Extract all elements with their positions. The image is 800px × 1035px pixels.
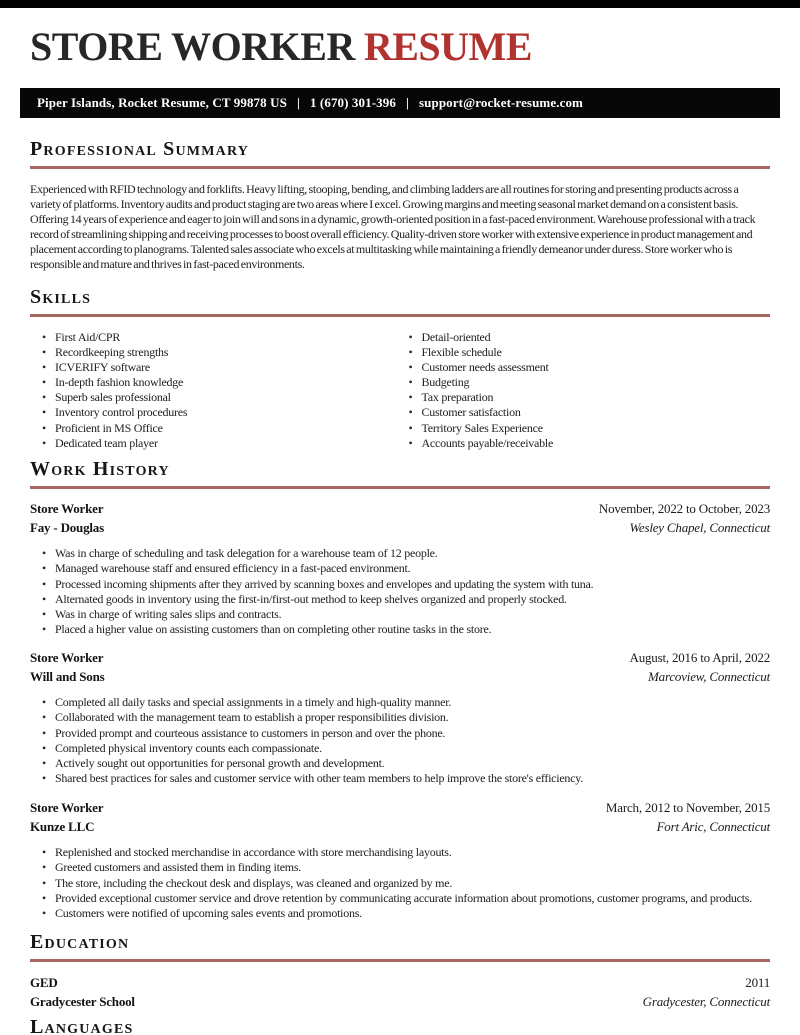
- skills-columns: [30, 330, 770, 451]
- job-bullet: • Provided exceptional customer service and drove retention by communicating accurate information about promotions, customer programs, and products.: [42, 891, 770, 906]
- job-entry: [30, 500, 770, 638]
- job-dates: November, 2022 to October, 2023: [598, 501, 770, 516]
- job-bullet: • Was in charge of writing sales slips and contracts.: [42, 607, 770, 622]
- job-bullet: • The store, including the checkout desk and displays, was cleaned and organized by me.: [42, 876, 770, 891]
- summary-heading: Professional Summary: [30, 139, 770, 169]
- job-bullet: • Collaborated with the management team to establish a proper responsibilities division.: [42, 710, 770, 725]
- job-company: Kunze LLC: [30, 819, 95, 834]
- skill-item: • ICVERIFY software: [42, 360, 404, 375]
- job-bullet: • Managed warehouse staff and ensured efficiency in a fast-paced environment.: [42, 561, 770, 576]
- skills-list-right: [409, 330, 771, 451]
- job-bullet: • Provided prompt and courteous assistance to customers in person and over the phone.: [42, 726, 770, 741]
- job-title-row: [30, 500, 770, 517]
- skill-item: • Budgeting: [409, 375, 771, 390]
- skills-heading: Skills: [30, 287, 770, 317]
- job-title-row: [30, 649, 770, 666]
- job-bullet-list: [42, 845, 770, 921]
- work-history-heading: Work History: [30, 459, 770, 489]
- job-bullet-list: [42, 695, 770, 787]
- top-border-bar: [0, 0, 800, 8]
- education-school-row: [30, 993, 770, 1010]
- education-degree-row: [30, 974, 770, 991]
- skill-item: • Tax preparation: [409, 390, 771, 405]
- job-title: Store Worker: [30, 501, 104, 516]
- job-bullet: • Replenished and stocked merchandise in accordance with store merchandising layouts.: [42, 845, 770, 860]
- job-bullet: • Placed a higher value on assisting customers than on completing other routine tasks in the store.: [42, 622, 770, 637]
- job-bullet: • Processed incoming shipments after they arrived by scanning boxes and envelopes and updating the system with tuna.: [42, 577, 770, 592]
- skill-item: • Flexible schedule: [409, 345, 771, 360]
- contact-line: Piper Islands, Rocket Resume, CT 99878 US | 1 (670) 301-396 | support@rocket-resume.com: [37, 95, 583, 110]
- skill-item: • Inventory control procedures: [42, 405, 404, 420]
- skills-list-left: [42, 330, 404, 451]
- job-bullet: • Greeted customers and assisted them in finding items.: [42, 860, 770, 875]
- skill-item: • Dedicated team player: [42, 436, 404, 451]
- education-heading: Education: [30, 932, 770, 962]
- section-languages: [30, 1017, 770, 1035]
- education-entry: [30, 974, 770, 1010]
- languages-heading: Languages: [30, 1016, 134, 1035]
- education-location: Gradycester, Connecticut: [642, 994, 770, 1009]
- job-bullet: • Was in charge of scheduling and task delegation for a warehouse team of 12 people.: [42, 546, 770, 561]
- job-bullet: • Completed all daily tasks and special assignments in a timely and high-quality manner.: [42, 695, 770, 710]
- job-location: Wesley Chapel, Connecticut: [629, 520, 770, 535]
- education-year: 2011: [745, 975, 770, 990]
- skill-item: • Accounts payable/receivable: [409, 436, 771, 451]
- skill-item: • First Aid/CPR: [42, 330, 404, 345]
- job-bullet: • Actively sought out opportunities for personal growth and development.: [42, 756, 770, 771]
- job-dates: March, 2012 to November, 2015: [605, 800, 770, 815]
- job-company: Fay - Douglas: [30, 520, 104, 535]
- contact-bar: [20, 88, 780, 118]
- job-bullet: • Alternated goods in inventory using the first-in/first-out method to keep shelves organized and properly stocked.: [42, 592, 770, 607]
- section-skills: [30, 287, 770, 451]
- section-work-history: [30, 459, 770, 489]
- job-entry: [30, 649, 770, 787]
- job-bullet: • Customers were notified of upcoming sales events and promotions.: [42, 906, 770, 921]
- skill-item: • In-depth fashion knowledge: [42, 375, 404, 390]
- page-title: [30, 26, 532, 68]
- job-dates: August, 2016 to April, 2022: [629, 650, 770, 665]
- job-company-row: [30, 519, 770, 536]
- job-title: Store Worker: [30, 800, 104, 815]
- job-bullet: • Completed physical inventory counts each compassionate.: [42, 741, 770, 756]
- job-company-row: [30, 668, 770, 685]
- job-title-row: [30, 799, 770, 816]
- education-degree: GED: [30, 975, 58, 990]
- job-location: Marcoview, Connecticut: [648, 669, 770, 684]
- skill-item: • Proficient in MS Office: [42, 421, 404, 436]
- skill-item: • Customer satisfaction: [409, 405, 771, 420]
- skill-item: • Detail-oriented: [409, 330, 771, 345]
- skill-item: • Superb sales professional: [42, 390, 404, 405]
- job-bullet: • Shared best practices for sales and customer service with other team members to help improve the store's efficiency.: [42, 771, 770, 786]
- skill-item: • Recordkeeping strengths: [42, 345, 404, 360]
- skill-item: • Customer needs assessment: [409, 360, 771, 375]
- job-location: Fort Aric, Connecticut: [656, 819, 770, 834]
- page-title-accent: RESUME: [363, 24, 532, 69]
- page-title-dark: STORE WORKER: [30, 24, 355, 69]
- job-company: Will and Sons: [30, 669, 105, 684]
- skill-item: • Territory Sales Experience: [409, 421, 771, 436]
- summary-paragraph: Experienced with RFID technology and forklifts. Heavy lifting, stooping, bending, and climbing ladders are all routines for storing and presenting products across a variety of platforms. Inventory audits and product staging are two areas where I excel. Growing margins and meeting seasonal market demand on a consistent basis. Offering 14 years of experience and eager to join will and sons in a dynamic, growth-oriented position in a fast-paced environment. Warehouse professional with a track record of streamlining shipping and receiving processes to boost overall efficiency. Quality-driven store worker with extensive experience in product management and placement according to planograms. Talented sales associate who excels at multitasking while maintaining a friendly demeanor under duress. Store worker who is responsible and mature and thrives in fast-paced environments.: [30, 182, 756, 272]
- job-company-row: [30, 818, 770, 835]
- education-school: Gradycester School: [30, 994, 135, 1009]
- job-entry: [30, 799, 770, 921]
- section-professional-summary: [30, 139, 770, 273]
- job-bullet-list: [42, 546, 770, 638]
- section-education: [30, 932, 770, 1010]
- job-title: Store Worker: [30, 650, 104, 665]
